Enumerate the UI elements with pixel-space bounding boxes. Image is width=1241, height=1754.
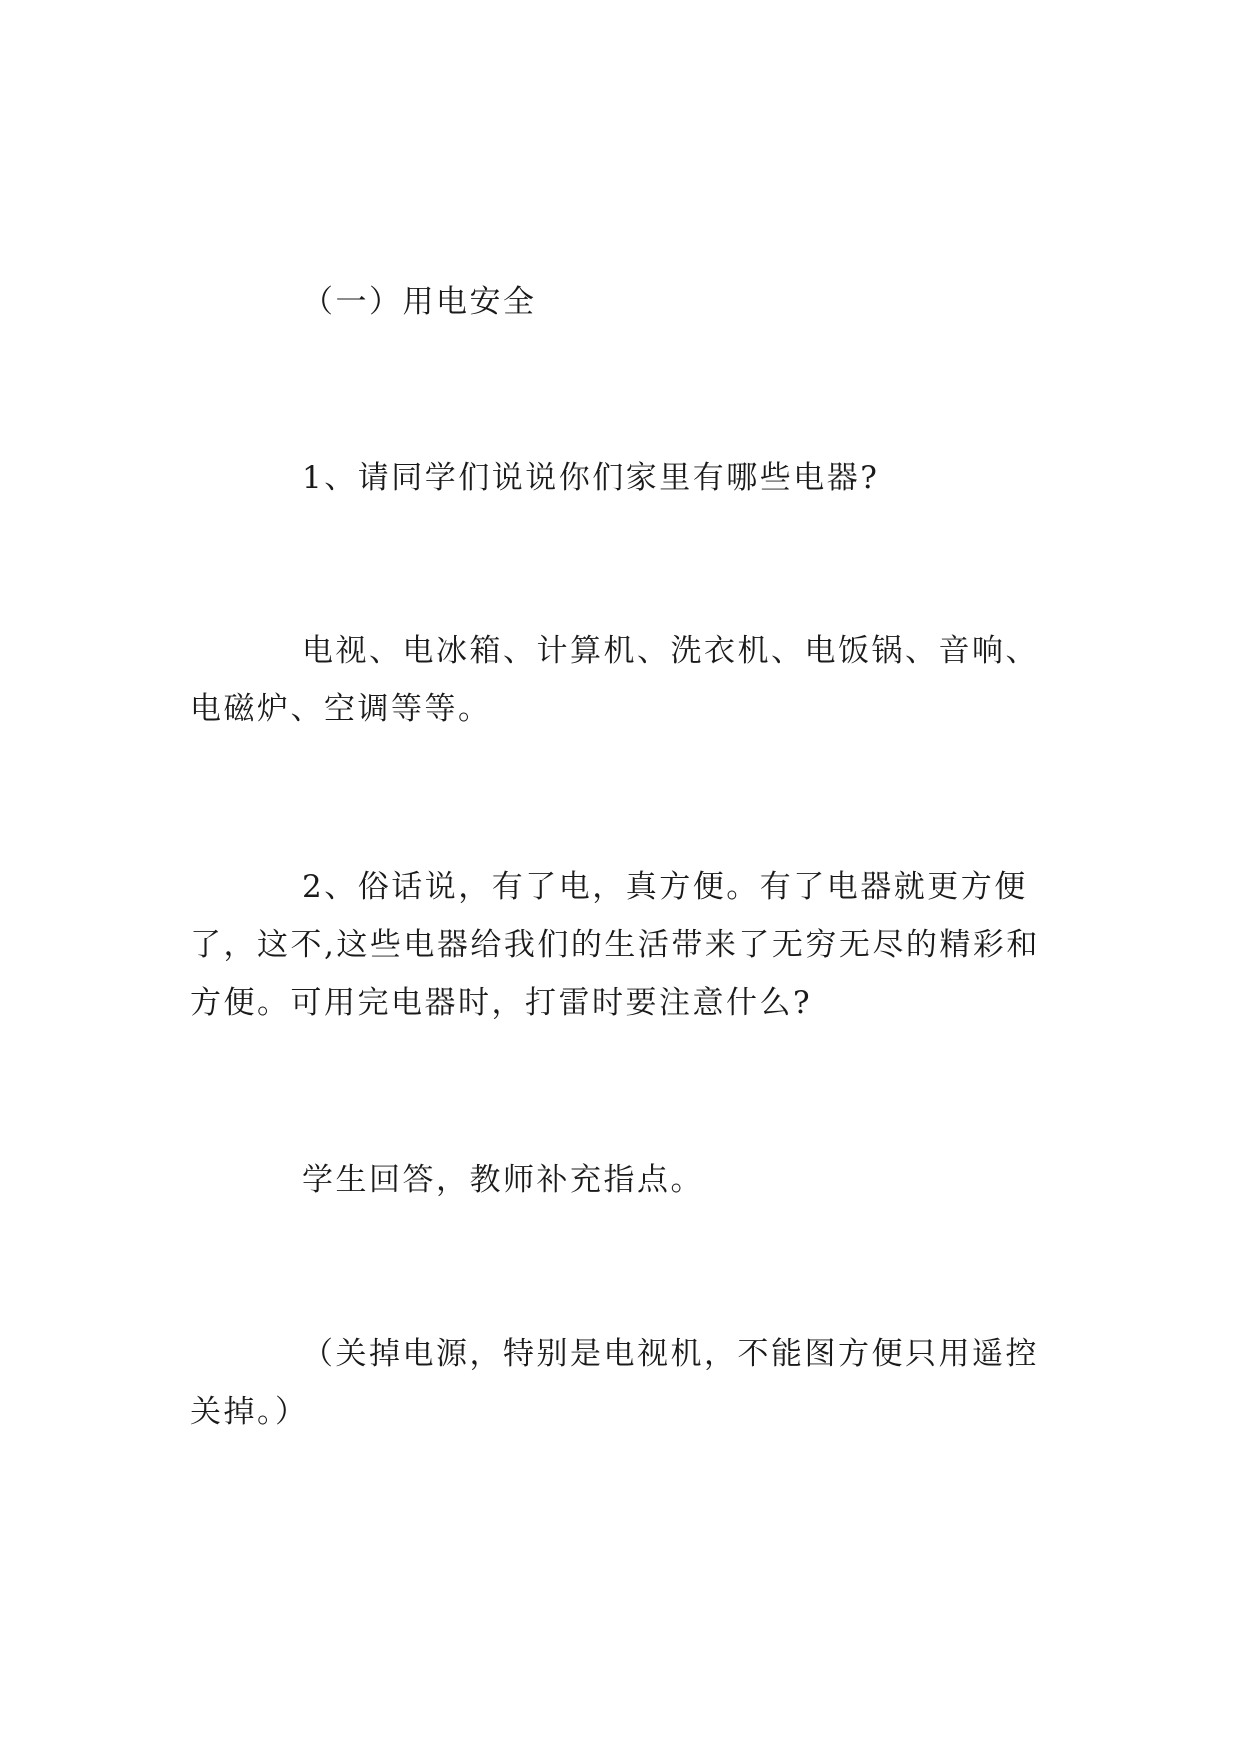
question-2-paragraph: 2、俗话说，有了电，真方便。有了电器就更方便了，这不,这些电器给我们的生活带来了无穷无尽的精彩和方便。可用完电器时，打雷时要注意什么?	[190, 869, 1040, 1021]
answer-1-paragraph: 电视、电冰箱、计算机、洗衣机、电饭锅、音响、电磁炉、空调等等。	[190, 633, 1039, 727]
answer-2-paragraph: 学生回答，教师补充指点。	[302, 1162, 704, 1198]
section-heading: （一）用电安全	[302, 284, 537, 320]
note-paragraph: （关掉电源，特别是电视机，不能图方便只用遥控关掉。）	[190, 1336, 1039, 1430]
question-1-paragraph: 1、请同学们说说你们家里有哪些电器?	[302, 460, 880, 496]
